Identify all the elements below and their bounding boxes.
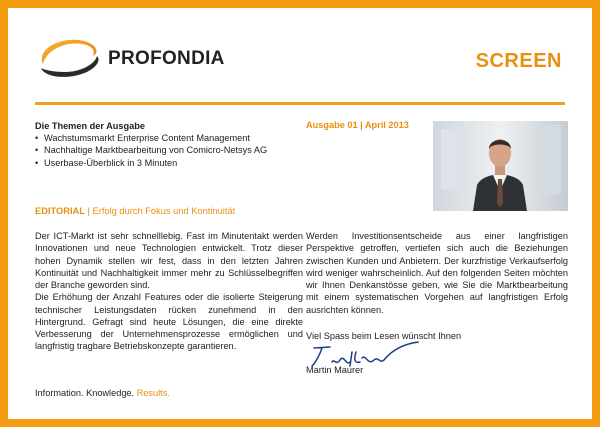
editorial-separator: | [84,206,93,216]
page [8,8,592,419]
themes-item: • Nachhaltige Marktbearbeitung von Comicro-Netsys AG [35,144,305,156]
slogan-part: Results. [136,388,170,398]
header-divider [35,102,565,105]
slogan [35,388,170,398]
themes-item: • Wachstumsmarkt Enterprise Content Management [35,132,305,144]
body-paragraph: Die Erhöhung der Anzahl Features oder die isolierte Steigerung technischer Leistungsdaten rücken zunehmend in den Hintergrund. Gefragt sind heute Lösungen, die eine direkte Verbesserung der Unternehmensprozesse ermöglichen und langfristig tragbare Betriebskonzepte garantieren. [35,292,303,352]
themes-section [35,120,305,169]
body-column-right [306,230,568,316]
themes-item: • Userbase-Überblick in 3 Minuten [35,157,305,169]
slogan-part: Knowledge. [86,388,137,398]
slogan-part: Information. [35,388,87,398]
issue-label: Ausgabe 01 | April 2013 [306,120,409,130]
author-name: Martin Maurer [306,365,364,375]
editorial-keyword: EDITORIAL [35,206,85,216]
editorial-heading [35,206,235,216]
body-paragraph: Der ICT-Markt ist sehr schnelllebig. Fast im Minutentakt werden Innovationen und neue Technologien entwickelt. Trotz dieser hohen Dynamik stellen wir fest, dass in den letzten Jahren Kontinuität und Nachhaltigkeit immer mehr zu Schlüsselbegriffen der Branche geworden sind. [35,231,303,290]
body-column-left [35,230,303,353]
profondia-swirl-icon [35,34,105,82]
themes-heading: Die Themen der Ausgabe [35,121,145,131]
body-paragraph: Werden Investitionsentscheide aus einer langfristigen Perspektive getroffen, vertiefen sich auch die Beziehungen zwischen Kunden und Anbietern. Der kurzfristige Verkaufserfolg wird weniger wahrscheinlich. Auf den folgenden Seiten möchten wir Ihnen Denkanstösse geben, wie Sie die Marktbearbeitung mit einem systematischen Vorgehen auf langfristigen Erfolg ausrichten können. [306,231,568,315]
closing-line: Viel Spass beim Lesen wünscht Ihnen [306,331,462,341]
author-portrait [433,121,568,211]
editorial-title: Erfolg durch Fokus und Kontinuität [92,206,236,216]
themes-list [35,132,305,169]
brand-name: PROFONDIA [108,48,225,69]
newsletter-title: SCREEN [475,50,562,72]
